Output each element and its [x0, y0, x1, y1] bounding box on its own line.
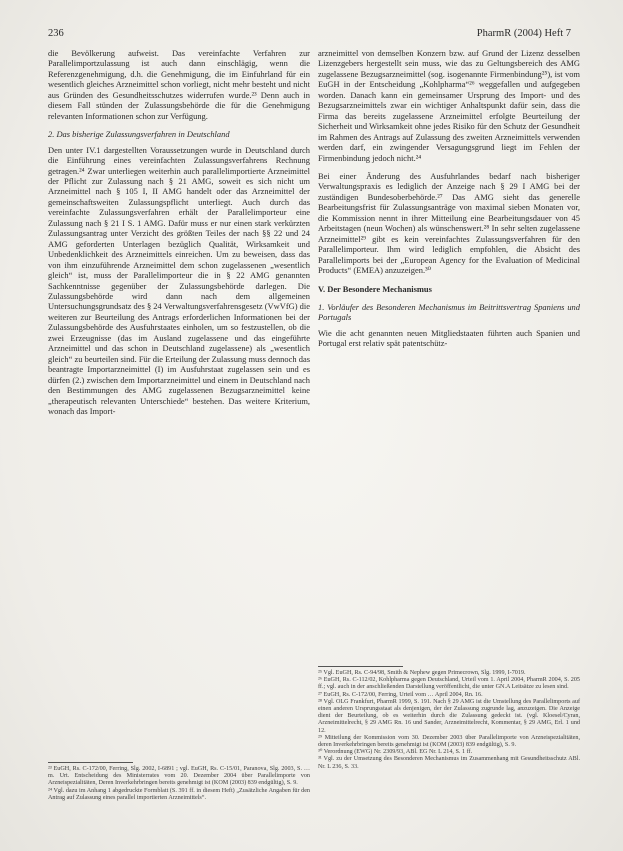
footnote-divider	[318, 666, 403, 667]
footnote: ²⁸ Vgl. OLG Frankfurt, PharmR 1999, S. 191. Nach § 29 AMG ist die Umstellung des Parallelimports auf einen anderen Ursprungsstaat als denjenigen, der der Zulassung zugrunde lag, anzuzeigen. Die Anzeige dient der Beurteilung, ob es weiterhin durch die Zulassung gedeckt ist. (vgl. Kloesel/Cyran, Arzneimittelrecht, § 29 AMG Rn. 16 und Sander, Arzneimittelrecht, Kommentar, § 29 AMG, Erl. 1 und 12.	[318, 698, 580, 734]
footnotes-left	[48, 766, 310, 802]
running-header	[48, 28, 571, 42]
footnote: ²⁶ EuGH, Rs. C-112/02, Kohlpharma gegen Deutschland, Urteil vom 1. April 2004, PharmR 2004, S. 205 ff.; vgl. auch in der anschließenden Darstellung veröffentlicht, die unter GN.A Leitsätze zu lesen sind.	[318, 677, 580, 691]
subsection-heading: 1. Vorläufer des Besonderen Mechanismus im Beitrittsvertrag Spaniens und Portugals	[318, 301, 580, 323]
paragraph: arzneimittel von demselben Konzern bzw. auf Grund der Lizenz desselben Lizenzgebers hergestellt sein muss, wie das zu Geltungsbereich des AMG zugelassene Bezugsarzneimittel (sog. isogenannte Firmenbindung²⁵), ist vom EuGH in der Entscheidung „Kohlpharma“²⁶ weggefallen und aufgegeben worden. Danach kann ein gemeinsamer Ursprung des Import- und des Bezugsarzneimittels zwar ein wichtiger Anhaltspunkt dafür sein, dass die Firma das bereits zugelassene Arzneimittel erfolgte Beurteilung der Sicherheit und Wirksamkeit ohne jedes Risiko für den Schutz der Gesundheit im Rahmen des Antrags auf Zulassung des zweiten Arzneimittels verwenden werden darf, ein zwingender Versagungsgrund liegt im Fehlen der Firmenbindung jedoch nicht.²⁴	[318, 48, 580, 163]
paragraph: Wie die acht genannten neuen Mitgliedstaaten führten auch Spanien und Portugal erst relativ spät patentschütz-	[318, 327, 580, 349]
footnote: ²³ EuGH, Rs. C-172/00, Ferring, Slg. 2002, I-6891 ; vgl. EuGH, Rs. C-15/01, Paranova, Slg. 2003, S. … m. Urt. Entscheidung des Ministerrates vom 20. Dezember 2004 über Parallelimporte von Arzneispezialitäten, Deren Inverkehrbringen bereits genehmigt ist (KOM (2003) 839 endgültig), S. 9.	[48, 766, 310, 787]
footnote: ²⁵ Vgl. EuGH, Rs. C-94/98, Smith & Nephew gegen Primecrown, Slg. 1999, I-7019.	[318, 670, 526, 676]
footnote: ²⁴ Vgl. dazu im Anhang 1 abgedruckte Formblatt (S. 391 ff. in diesem Heft) „Zusätzliche Angaben für den Antrag auf Zulassung eines parallel importierten Arzneimittels“.	[48, 787, 310, 801]
right-column	[318, 48, 580, 349]
footnote: ²⁹ Mitteilung der Kommission vom 30. Dezember 2003 über Parallelimporte von Arzneispezialitäten, deren Inverkehrbringen bereits genehmigt ist (KOM (2003) 839 endgültig), S. 9.	[318, 734, 580, 749]
footnote: ²⁷ EuGH, Rs. C-172/00, Ferring, Urteil vom … April 2004, Rn. 16.	[318, 691, 483, 698]
footnote: ³⁰ Verordnung (EWG) Nr. 2309/93, ABl. EG Nr. L 214, S. 1 ff.	[318, 749, 473, 756]
footnote-divider	[48, 762, 133, 763]
page-number: 236	[48, 28, 64, 39]
footnote: ³¹ Vgl. zu der Umsetzung des Besonderen Mechanismus im Zusammenhang mit Gesundheitsschutz ABl. Nr. L 236, S. 33.	[318, 756, 580, 770]
paragraph: Bei einer Änderung des Ausfuhrlandes bedarf nach bisheriger Verwaltungspraxis es lediglich der Anzeige nach § 29 I AMG bei der zuständigen Bundesoberbehörde.²⁷ Das AMG sieht das generelle Bearbeitungsfrist für Zulassungsanträge von maximal sieben Monaten vor, die Kommission nennt in ihrer Mitteilung eine Bearbeitungsdauer von 45 Arbeitstagen (neun Wochen) als wünschenswert.²⁸ In sehr selten zugelassene Arzneimittel²⁹ gibt es kein vereinfachtes Zulassungsverfahren für den Parallelimporteur. Ihm wird lediglich empfohlen, die Absicht des Parallelimports bei der „European Agency for the Evaluation of Medicinal Products“ (EMEA) anzuzeigen.³⁰	[318, 170, 580, 276]
paragraph: Den unter IV.1 dargestellten Voraussetzungen wurde in Deutschland durch die Einführung eines vereinfachten Zulassungsverfahrens Rechnung getragen.²⁴ Zwar unterliegen weiterhin auch parallelimportierte Arzneimittel der Pflicht zur Zulassung nach § 21 AMG, soweit es sich nicht um Arzneimittel nach § 105 I, II AMG handelt oder das Arzneimittel der gemeinschaftsweiten Zulassungspflicht unterliegt. Auch durch das vereinfachte Zulassungsverfahren erhält der Parallelimporteur eine Zulassung nach § 21 I S. 1 AMG. Dafür muss er nur einen stark verkürzten Zulassungsantrag unter Verzicht des größten Teiles der nach §§ 22 und 24 AMG geforderten Unterlagen bezüglich Qualität, Wirksamkeit und Unbedenklichkeit des Arzneimittels einreichen. Um zu beweisen, dass das von ihm einzuführende Arzneimittel dem schon zugelassenen „wesentlich gleich“ ist, muss der Parallelimporteur die in § 22 AMG genannten Sachkenntnisse gegenüber der Zulassungsbehörde darlegen. Die Zulassungsbehörde wird dann nach dem allgemeinen Untersuchungsgrundsatz des § 24 Verwaltungsverfahrensgesetz (VwVfG) die weiteren zur Beurteilung des Antrags erforderlichen Informationen bei der Zulassungsbehörde des Ausfuhrstaates einholen, um so festzustellen, ob die zwei Erzeugnisse (das im Ausland zugelassene und das eingeführte Arzneimittel und das schon in Deutschland zugelassene) als „wesentlich gleich“ zu beurteilen sind. Für die Erteilung der Zulassung muss dennoch das beantragte Importarzneimittel (I) im Ausfuhrstaat zugelassen sein und es dürfen (2.) zwischen dem Importarzneimittel und einem in Deutschland nach den Bestimmungen des AMG zugelassenen Bezugsarzneimittel keine „therapeutisch relevanten Unterschiede“ bestehen. Das weitere Kriterium, wonach das Import-	[48, 144, 310, 416]
section-heading: V. Der Besondere Mechanismus	[318, 283, 432, 294]
footnotes-right	[318, 670, 580, 771]
journal-title: PharmR (2004) Heft 7	[476, 28, 571, 39]
paragraph: die Bevölkerung aufweist. Das vereinfachte Verfahren zur Parallelimportzulassung ist auch dann einschlägig, wenn die Referenzgenehmigung, d.h. die Genehmigung, die im Einfuhrland für ein wesentlich gleiches Arzneimittel schon vorliegt, nicht mehr besteht und nicht aus Gründen des Gesundheitsschutzes widerrufen wurde.²³ Denn auch in diesem Fall stünden der Zulassungsbehörde die für die Genehmigung relevanten Informationen schon zur Verfügung.	[48, 48, 310, 121]
subsection-heading: 2. Das bisherige Zulassungsverfahren in Deutschland	[48, 129, 230, 140]
left-column	[48, 48, 310, 416]
